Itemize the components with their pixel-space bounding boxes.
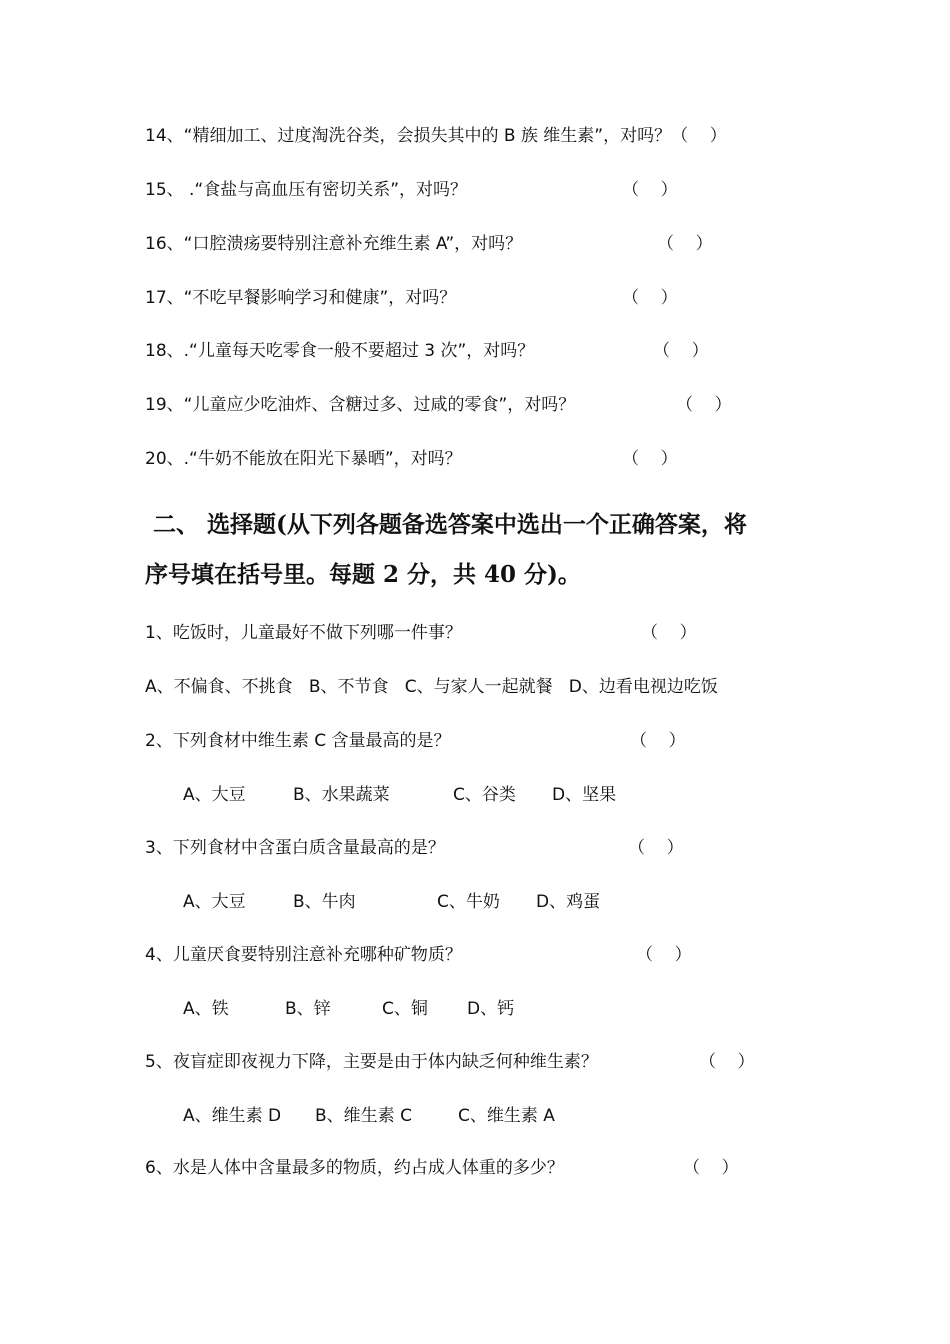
choice-question-5: 5、夜盲症即夜视力下降，主要是由于体内缺乏何种维生素？: [145, 1052, 598, 1072]
choice-2-option-c: C、谷类: [453, 785, 516, 805]
question-15: 15、 .“食盐与高血压有密切关系”，对吗？: [145, 180, 468, 200]
answer-paren-c2: （ ）: [630, 731, 686, 751]
choice-4-option-d: D、钙: [467, 999, 515, 1019]
question-17: 17、“不吃早餐影响学习和健康”，对吗？: [145, 288, 457, 308]
choice-1-options: A、不偏食、不挑食 B、不节食 C、与家人一起就餐 D、边看电视边吃饭: [145, 677, 718, 697]
question-18: 18、.“儿童每天吃零食一般不要超过 3 次”，对吗？: [145, 341, 535, 361]
choice-4-option-b: B、锌: [285, 999, 331, 1019]
answer-paren-20: （ ）: [622, 449, 678, 469]
answer-paren-15: （ ）: [622, 180, 678, 200]
choice-3-option-b: B、牛肉: [293, 892, 356, 912]
choice-2-option-b: B、水果蔬菜: [293, 785, 390, 805]
answer-paren-16: （ ）: [657, 234, 713, 254]
choice-5-option-c: C、维生素 A: [458, 1106, 555, 1126]
question-19: 19、“儿童应少吃油炸、含糖过多、过咸的零食”，对吗？: [145, 395, 576, 415]
choice-question-1: 1、吃饭时，儿童最好不做下列哪一件事？: [145, 623, 462, 643]
question-16: 16、“口腔溃疡要特别注意补充维生素 A”，对吗？: [145, 234, 523, 254]
question-14: 14、“精细加工、过度淘洗谷类，会损失其中的 B 族 维生素”，对吗？（ ）: [145, 126, 727, 146]
choice-3-option-a: A、大豆: [183, 892, 246, 912]
section-heading-line2: 序号填在括号里。每题 2 分，共 40 分)。: [145, 561, 581, 588]
section-heading-line1: 二、 选择题(从下列各题备选答案中选出一个正确答案，将: [145, 511, 747, 538]
answer-paren-c6: （ ）: [683, 1158, 739, 1178]
choice-5-option-b: B、维生素 C: [315, 1106, 412, 1126]
answer-paren-17: （ ）: [622, 288, 678, 308]
choice-question-4: 4、儿童厌食要特别注意补充哪种矿物质？: [145, 945, 462, 965]
answer-paren-c5: （ ）: [699, 1052, 755, 1072]
choice-4-option-c: C、铜: [382, 999, 428, 1019]
choice-question-6: 6、水是人体中含量最多的物质，约占成人体重的多少？: [145, 1158, 564, 1178]
answer-paren-c3: （ ）: [628, 838, 684, 858]
answer-paren-18: （ ）: [653, 341, 709, 361]
choice-2-option-d: D、坚果: [552, 785, 617, 805]
choice-question-3: 3、下列食材中含蛋白质含量最高的是？: [145, 838, 445, 858]
choice-4-option-a: A、铁: [183, 999, 229, 1019]
choice-2-option-a: A、大豆: [183, 785, 246, 805]
choice-3-option-d: D、鸡蛋: [536, 892, 601, 912]
choice-5-option-a: A、维生素 D: [183, 1106, 282, 1126]
choice-3-option-c: C、牛奶: [437, 892, 500, 912]
answer-paren-c1: （ ）: [641, 623, 697, 643]
answer-paren-c4: （ ）: [636, 945, 692, 965]
answer-paren-19: （ ）: [676, 395, 732, 415]
question-20: 20、.“牛奶不能放在阳光下暴晒”，对吗？: [145, 449, 462, 469]
choice-question-2: 2、下列食材中维生素 C 含量最高的是？: [145, 731, 451, 751]
